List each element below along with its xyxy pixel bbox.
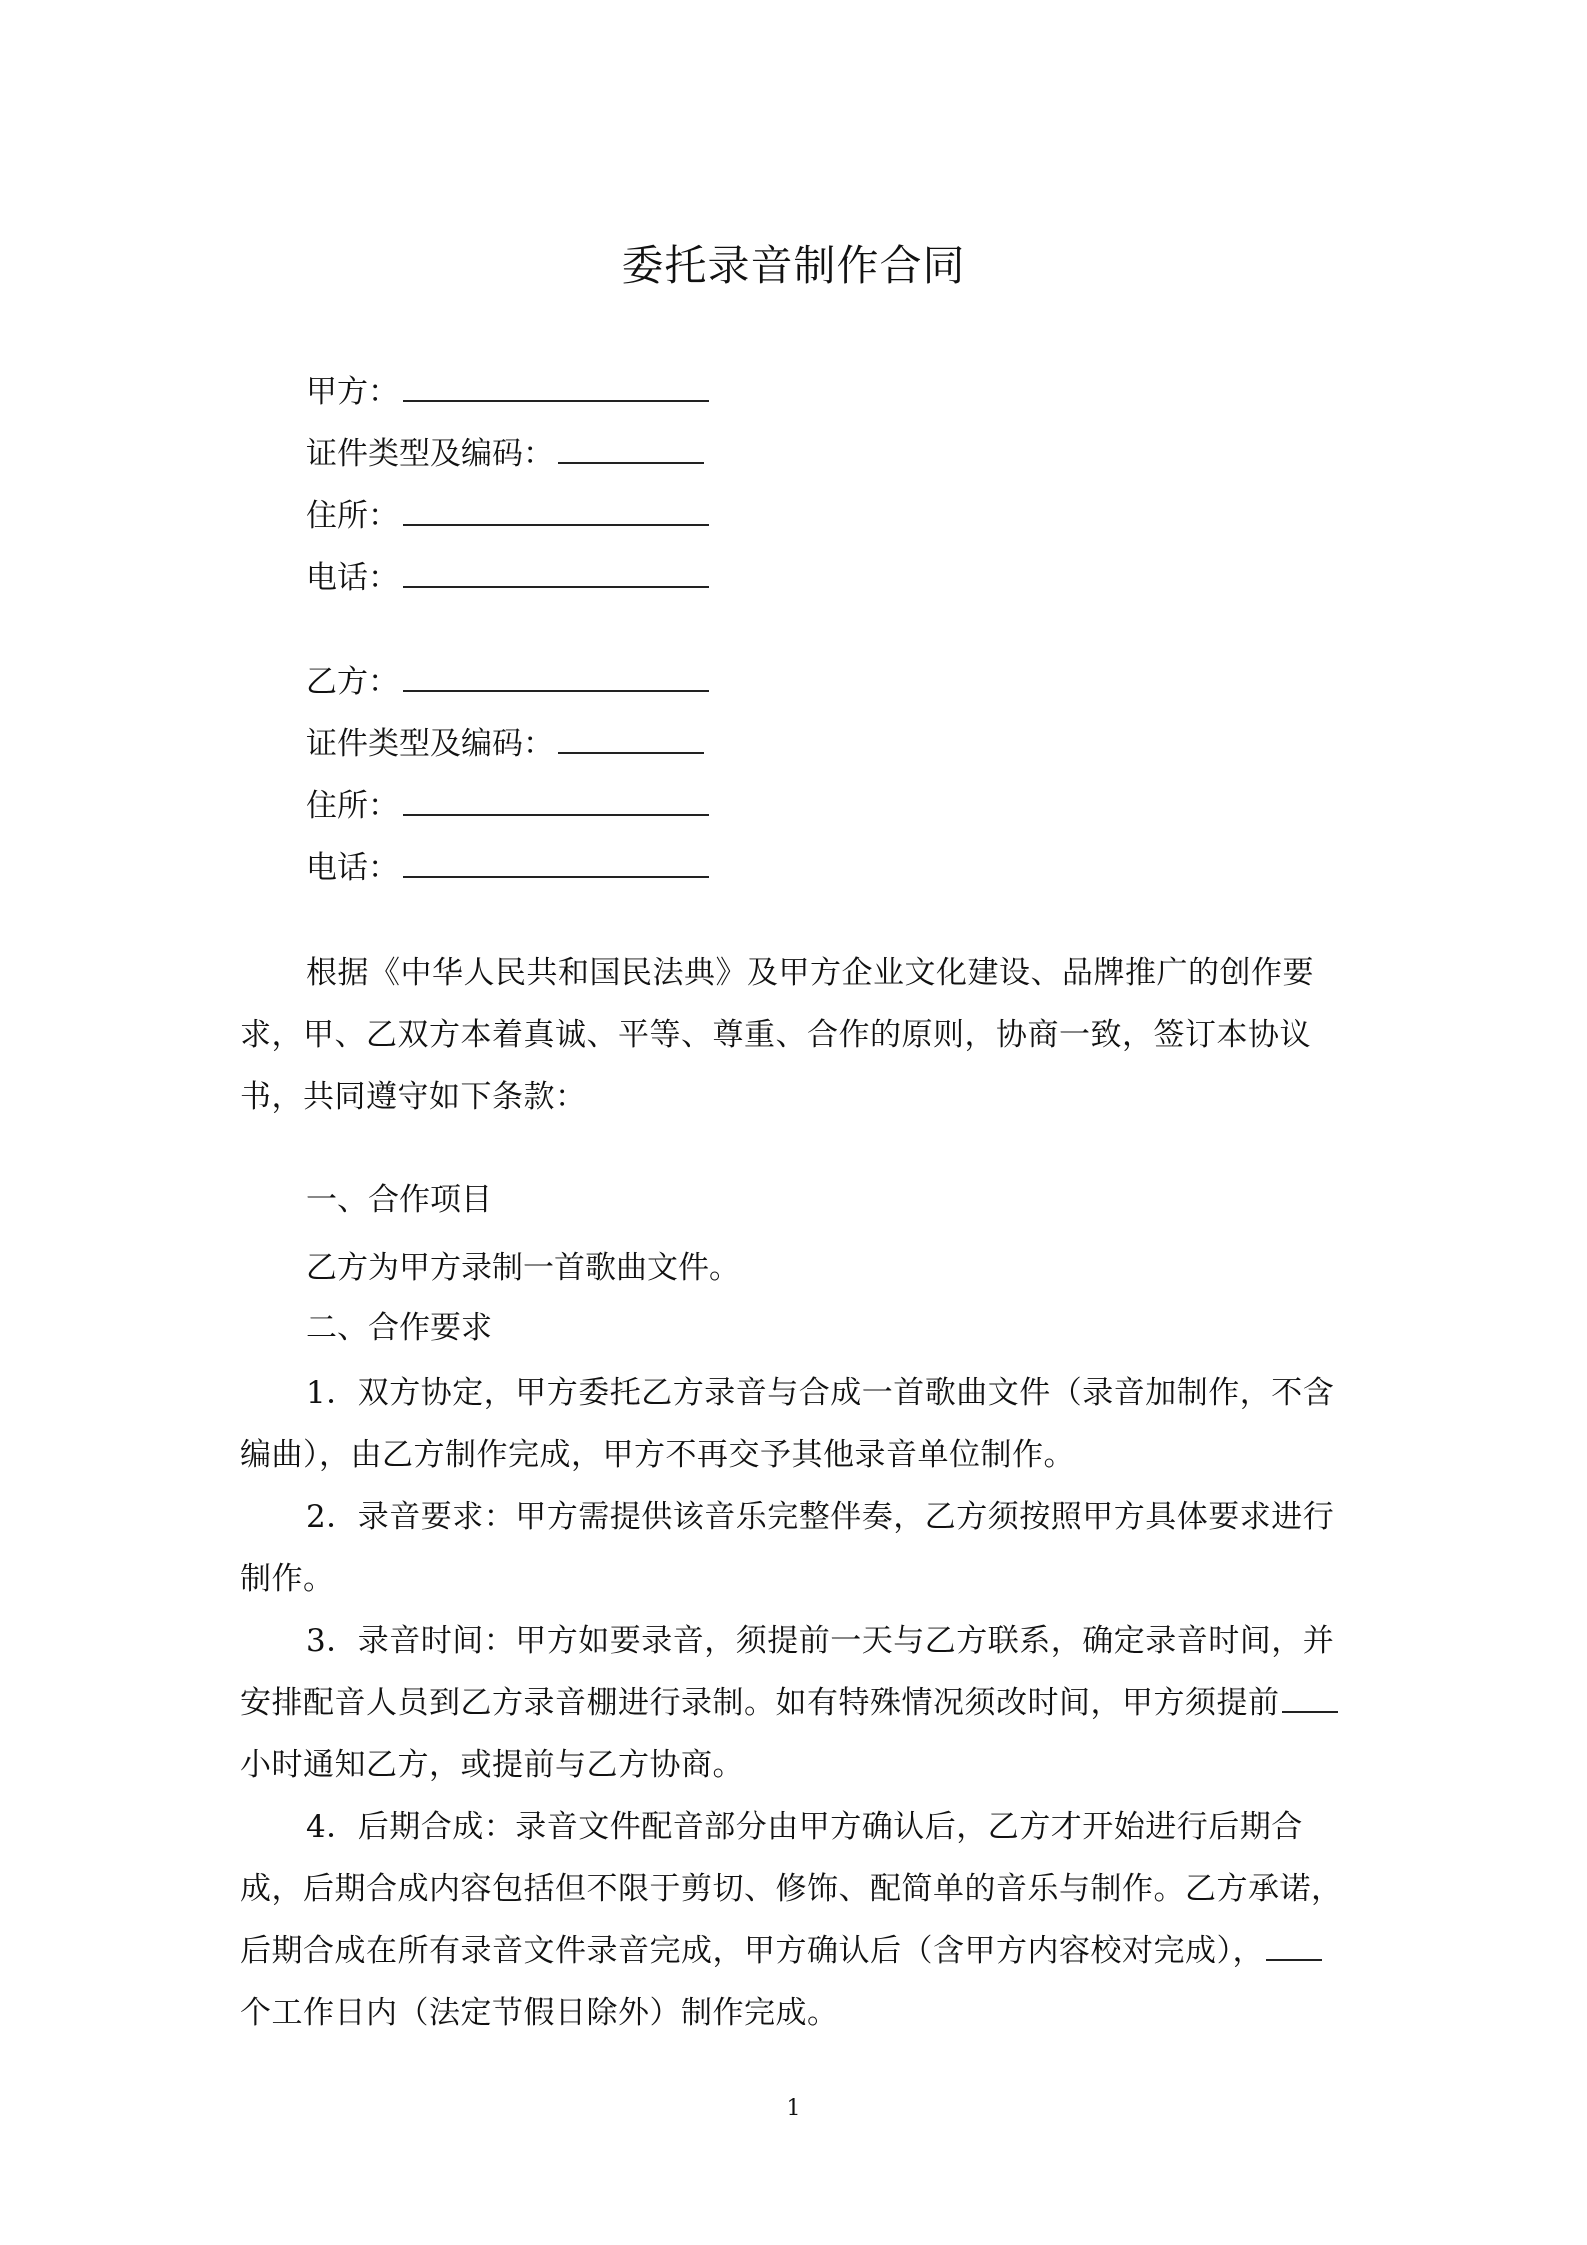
item-3-text-start: 3．录音时间：甲方如要录音，须提前一天与乙方联系，确定录音时间，并安排配音人员到乙方录音棚进行录制。如有特殊情况须改时间，甲方须提前 — [240, 1623, 1335, 1721]
party-b-address-label: 住所： — [306, 788, 399, 824]
document-title: 委托录音制作合同 — [621, 241, 966, 290]
party-a-phone-label: 电话： — [306, 560, 399, 596]
section-2-heading: 二、合作要求 — [306, 1310, 492, 1346]
section-2-item-1: 1．双方协定，甲方委托乙方录音与合成一首歌曲文件（录音加制作，不含编曲），由乙方制作完成，甲方不再交予其他录音单位制作。 — [240, 1375, 1335, 1473]
party-a-name-row — [306, 366, 709, 414]
section-2-item-4 — [240, 1796, 1352, 2044]
party-b-address-field[interactable] — [403, 780, 709, 816]
party-a-name-label: 甲方： — [306, 374, 399, 410]
item-4-text-end: 个工作日内（法定节假日除外）制作完成。 — [240, 1995, 839, 2031]
section-2-item-3 — [240, 1610, 1352, 1796]
party-b-name-row — [306, 656, 709, 704]
party-a-phone-field[interactable] — [403, 552, 709, 588]
party-b-id-label: 证件类型及编码： — [306, 726, 554, 762]
section-1-heading: 一、合作项目 — [306, 1182, 492, 1218]
party-a-name-field[interactable] — [403, 366, 709, 402]
party-b-phone-row — [306, 842, 709, 890]
preamble-paragraph: 根据《中华人民共和国民法典》及甲方企业文化建设、品牌推广的创作要求，甲、乙双方本着真诚、平等、尊重、合作的原则，协商一致，签订本协议书，共同遵守如下条款： — [240, 955, 1314, 1115]
party-a-phone-row — [306, 552, 709, 600]
party-b-name-field[interactable] — [403, 656, 709, 692]
item-4-text-start: 4．后期合成：录音文件配音部分由甲方确认后，乙方才开始进行后期合成，后期合成内容包括但不限于剪切、修饰、配简单的音乐与制作。乙方承诺，后期合成在所有录音文件录音完成，甲方确认后（含甲方内容校对完成）， — [240, 1809, 1343, 1969]
party-b-name-label: 乙方： — [306, 664, 399, 700]
party-b-phone-label: 电话： — [306, 850, 399, 886]
party-b-id-row — [306, 718, 704, 766]
party-a-id-field[interactable] — [558, 428, 704, 464]
party-a-address-field[interactable] — [403, 490, 709, 526]
party-a-id-row — [306, 428, 704, 476]
section-1-text: 乙方为甲方录制一首歌曲文件。 — [306, 1250, 740, 1286]
party-a-id-label: 证件类型及编码： — [306, 436, 554, 472]
working-days-blank[interactable] — [1266, 1929, 1322, 1961]
party-b-id-field[interactable] — [558, 718, 704, 754]
item-3-text-end: 小时通知乙方，或提前与乙方协商。 — [240, 1747, 744, 1783]
party-a-address-label: 住所： — [306, 498, 399, 534]
party-a-address-row — [306, 490, 709, 538]
section-2-item-2: 2．录音要求：甲方需提供该音乐完整伴奏，乙方须按照甲方具体要求进行制作。 — [240, 1499, 1335, 1597]
page-number: 1 — [786, 2096, 801, 2121]
notice-hours-blank[interactable] — [1282, 1681, 1338, 1713]
party-b-address-row — [306, 780, 709, 828]
party-b-phone-field[interactable] — [403, 842, 709, 878]
